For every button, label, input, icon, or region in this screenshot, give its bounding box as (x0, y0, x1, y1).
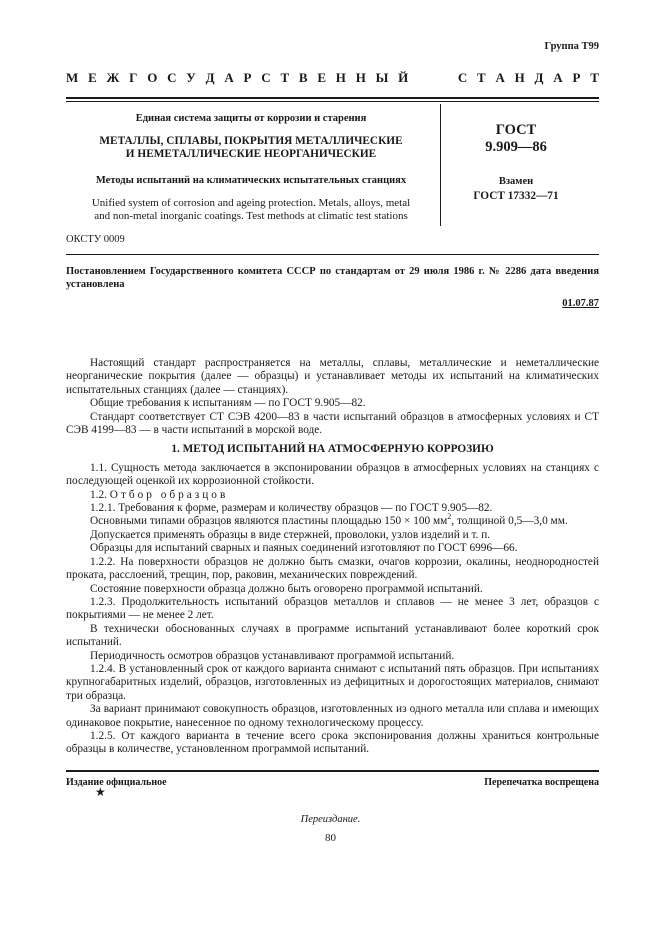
intro-paragraph: Общие требования к испытаниям — по ГОСТ 9.905—82. (90, 397, 366, 410)
paragraph-1-2-1: 1.2.1. Требования к форме, размерам и количеству образцов — по ГОСТ 9.905—82. (90, 502, 493, 515)
banner-letter: Е (88, 70, 97, 86)
banner-letter: О (147, 70, 158, 86)
banner-letter: Т (590, 70, 599, 86)
okstu-rule (66, 254, 599, 255)
banner-letter: В (298, 70, 308, 86)
replaces-label: Взамен (498, 176, 534, 187)
series-title: Единая система защиты от коррозии и старения (135, 113, 367, 124)
banner-letter: С (261, 70, 271, 86)
banner-letter: А (224, 70, 234, 86)
main-title (66, 135, 436, 160)
main-title-line: И НЕМЕТАЛЛИЧЕСКИЕ НЕОРГАНИЧЕСКИЕ (125, 147, 377, 160)
subtitle: Методы испытаний на климатических испытательных станциях (95, 175, 407, 186)
banner-letter: Г (129, 70, 138, 86)
banner-letter: Р (572, 70, 581, 86)
sample-types-text: Основными типами образцов являются пластины площадью 150 × 100 мм (90, 515, 448, 528)
english-title-line: Unified system of corrosion and ageing protection. Metals, alloys, metal (91, 197, 411, 209)
paragraph-1-2-4: 1.2.4. В установленный срок от каждого варианта снимают с испытаний пять образцов. При испытаниях крупногабаритных изделий, образцов, изготовленных из дефицитных и дорогостоящих материалов, снимают три образца. (66, 662, 599, 702)
banner-letter: Н (355, 70, 366, 86)
intro-paragraph: Настоящий стандарт распространяется на металлы, сплавы, металлические и неметаллические неорганические покрытия (далее — образцы) и устанавливает методы их испытаний на климатических испытательных станциях (далее — станциях). (66, 357, 599, 396)
paragraph-1-2-5: 1.2.5. От каждого варианта в течение всего срока экспонирования должны храниться контрольные образцы в количестве, установленном программой испытаний. (66, 729, 599, 756)
gost-label: ГОСТ (495, 122, 537, 138)
paragraph-1-2 (66, 489, 599, 502)
decree-text: Постановлением Государственного комитета СССР по стандартам от 29 июля 1986 г. № 2286 дата введения установлена (66, 266, 599, 290)
paragraph-short-term: В технически обоснованных случаях в программе испытаний устанавливают более короткий срок испытаний. (66, 622, 599, 649)
gost-number: 9.909—86 (485, 139, 547, 155)
paragraph-sample-types (66, 512, 599, 528)
banner-letter: Н (514, 70, 525, 86)
sample-types-superscript: 2 (447, 512, 452, 522)
banner-letter: С (457, 70, 468, 86)
banner-letter: Т (280, 70, 290, 86)
document-body (66, 357, 599, 757)
paragraph-periodicity: Периодичность осмотров образцов устанавливают программой испытаний. (90, 649, 455, 662)
banner-letter: А (495, 70, 505, 86)
paragraph-1-2-number: 1.2. (90, 488, 107, 501)
reprint-prohibited-label: Перепечатка воспрещена (484, 777, 599, 788)
paragraph-welded: Образцы для испытаний сварных и паяных соединений изготовляют по ГОСТ 6996—66. (90, 542, 518, 555)
banner-letter: С (167, 70, 177, 86)
banner-letter: Ж (106, 70, 120, 86)
english-title-line: and non-metal inorganic coatings. Test methods at climatic test stations (94, 209, 408, 222)
banner-rule-bottom (66, 101, 599, 102)
star-icon: ★ (95, 785, 106, 799)
banner-letter: Р (243, 70, 252, 86)
okstu-code: ОКСТУ 0009 (66, 234, 125, 245)
official-edition-label: Издание официальное (66, 777, 167, 788)
sample-types-tail: , толщиной 0,5—3,0 мм. (451, 515, 568, 528)
banner-letter: Д (205, 70, 215, 86)
banner-rule-top (66, 97, 599, 99)
banner-letter: М (66, 70, 79, 86)
section-1-title: 1. МЕТОД ИСПЫТАНИЙ НА АТМОСФЕРНУЮ КОРРОЗИЮ (171, 443, 494, 456)
gost-designation (446, 122, 586, 156)
banner-letter: Т (477, 70, 486, 86)
group-label: Группа Т99 (544, 41, 599, 52)
standard-banner (66, 69, 599, 87)
footer-rule (66, 770, 599, 772)
page-number: 80 (325, 832, 336, 844)
header-divider (440, 104, 441, 226)
banner-letter: Д (534, 70, 544, 86)
banner-letter: Й (398, 70, 409, 86)
banner-letter: Е (317, 70, 327, 86)
paragraph-variant: За вариант принимают совокупность образцов, изготовленных из одного металла или сплава и имеющих одинаковое покрытие, нанесенное по одному технологическому процессу. (66, 703, 599, 729)
effective-date: 01.07.87 (562, 298, 599, 309)
replaces-value: ГОСТ 17332—71 (473, 190, 559, 202)
banner-letter: Ы (375, 70, 389, 86)
paragraph-1-1: 1.1. Сущность метода заключается в экспонировании образцов в атмосферных условиях на станциях с последующей оценкой их коррозионной стойкости. (66, 461, 599, 488)
paragraph-1-2-3: 1.2.3. Продолжительность испытаний образцов металлов и сплавов — не менее 3 лет, образцов с покрытиями — не менее 2 лет. (66, 595, 599, 622)
paragraph-rods: Допускается применять образцы в виде стержней, проволоки, узлов изделий и т. п. (90, 528, 491, 541)
paragraph-1-2-2: 1.2.2. На поверхности образцов не должно быть смазки, очагов коррозии, окалины, неоднородностей проката, расслоений, трещин, пор, раковин, механических повреждений. (66, 555, 599, 582)
paragraph-1-2-title: Отбор образцов (109, 488, 229, 501)
banner-letter: А (553, 70, 563, 86)
reissue-label: Переиздание. (300, 814, 361, 825)
main-title-line: МЕТАЛЛЫ, СПЛАВЫ, ПОКРЫТИЯ МЕТАЛЛИЧЕСКИЕ (99, 135, 403, 147)
intro-paragraph: Стандарт соответствует СТ СЭВ 4200—83 в части испытаний образцов в атмосферных условиях и СТ СЭВ 4199—83 — в части испытаний в морской воде. (66, 410, 599, 437)
english-title (66, 197, 436, 222)
banner-letter: Н (335, 70, 346, 86)
paragraph-surface: Состояние поверхности образца должно быть оговорено программой испытаний. (90, 582, 483, 595)
banner-letter: У (186, 70, 196, 86)
